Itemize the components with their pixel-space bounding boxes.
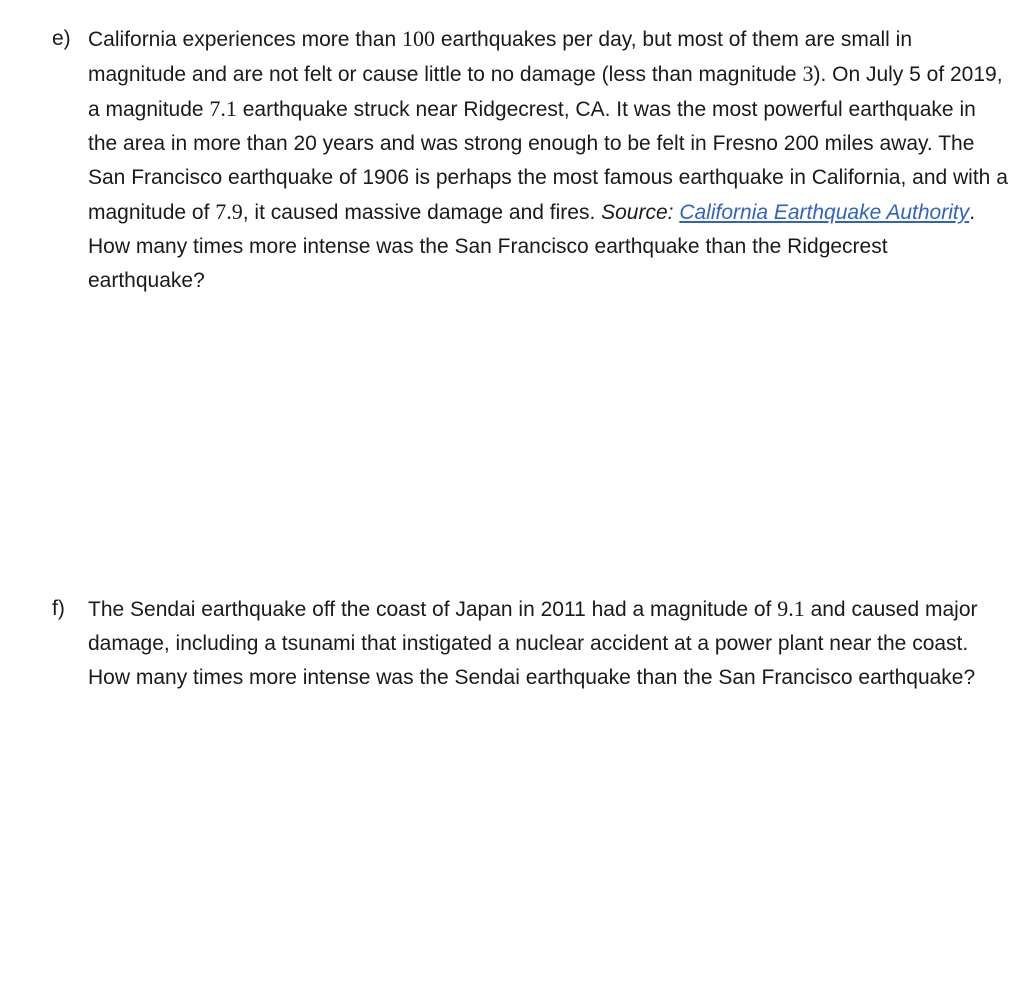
earthquake-count-value: 100 bbox=[402, 26, 435, 51]
question-e-text-part: . How many times more intense was the San Francisco earthquake than the Ridgecrest earthquake? bbox=[88, 201, 976, 292]
question-e-text-part: California experiences more than bbox=[88, 28, 402, 51]
question-e-text-part: earthquakes per day, but most of them are small in magnitude and are not felt or cause little to no damage (less than magnitude bbox=[88, 28, 913, 86]
san-francisco-magnitude-value: 7.9 bbox=[215, 199, 243, 224]
question-f-label: f) bbox=[52, 597, 65, 620]
question-f-text-part: and caused major damage, including a tsunami that instigated a nuclear accident at a power plant near the coast. How many times more intense was the Sendai earthquake than the San Francisco earthquake? bbox=[88, 598, 978, 689]
question-e-text-part: , it caused massive damage and fires. bbox=[242, 201, 602, 224]
ridgecrest-magnitude-value: 7.1 bbox=[209, 96, 237, 121]
question-e-label: e) bbox=[52, 27, 71, 50]
question-f-text-part: The Sendai earthquake off the coast of Japan in 2011 had a magnitude of bbox=[88, 598, 778, 621]
source-label: Source: bbox=[601, 201, 680, 224]
sendai-magnitude-value: 9.1 bbox=[777, 596, 805, 621]
question-f-text bbox=[88, 592, 1008, 695]
source-link[interactable]: California Earthquake Authority bbox=[679, 201, 970, 224]
question-e-text-part: earthquake struck near Ridgecrest, CA. It was the most powerful earthquake in the area in more than 20 years and was strong enough to be felt in Fresno 200 miles away. The San Francisco earthquake of 1906 is perhaps the most famous earthquake in California, and with a magnitude of bbox=[88, 98, 1008, 224]
question-e-text-part: ). On July 5 of 2019, a magnitude bbox=[88, 63, 1003, 121]
small-magnitude-value: 3 bbox=[802, 61, 814, 86]
question-e-text bbox=[88, 22, 1008, 298]
